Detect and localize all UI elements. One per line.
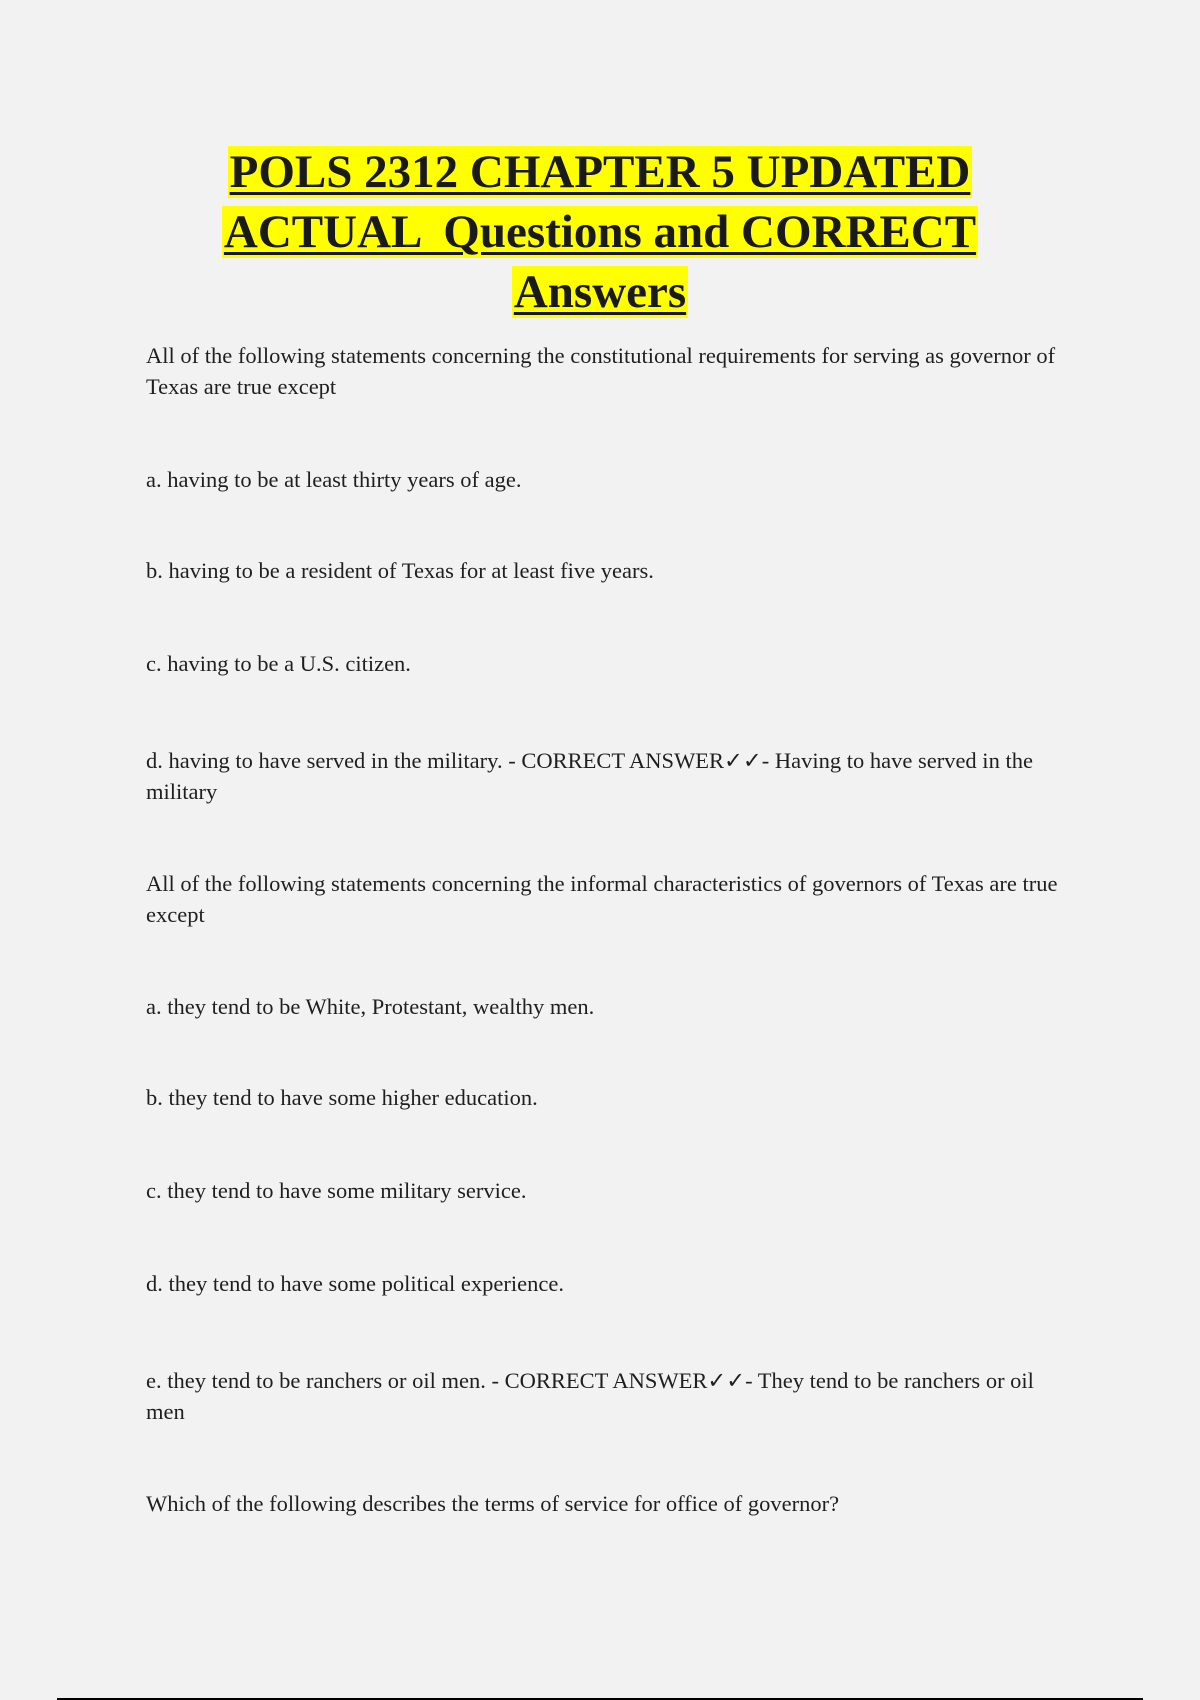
question-2-stem: All of the following statements concerning the informal characteristics of governors of Texas are true except: [146, 871, 1058, 927]
question-1-stem: All of the following statements concerning the constitutional requirements for serving as governor of Texas are true except: [146, 343, 1056, 399]
title-line-2: ACTUAL Questions and CORRECT: [223, 206, 977, 258]
question-1-option-c: c. having to be a U.S. citizen.: [146, 651, 411, 676]
question-2-option-c: c. they tend to have some military service.: [146, 1178, 527, 1203]
title-line-1: POLS 2312 CHAPTER 5 UPDATED: [229, 146, 971, 198]
title-line-3: Answers: [513, 266, 687, 318]
question-2-option-d: d. they tend to have some political experience.: [146, 1271, 564, 1296]
question-1-option-d-answer: d. having to have served in the military. - CORRECT ANSWER✓✓- Having to have served in the military: [146, 748, 1033, 804]
question-3-stem: Which of the following describes the terms of service for office of governor?: [146, 1491, 840, 1516]
question-2-option-b: b. they tend to have some higher education.: [146, 1085, 538, 1110]
question-1-option-a: a. having to be at least thirty years of age.: [146, 467, 522, 492]
document-title: [0, 142, 1200, 322]
question-1-option-b: b. having to be a resident of Texas for at least five years.: [146, 558, 654, 583]
question-2-option-a: a. they tend to be White, Protestant, wealthy men.: [146, 994, 595, 1019]
question-2-option-e-answer: e. they tend to be ranchers or oil men. - CORRECT ANSWER✓✓- They tend to be ranchers or oil men: [146, 1368, 1034, 1424]
